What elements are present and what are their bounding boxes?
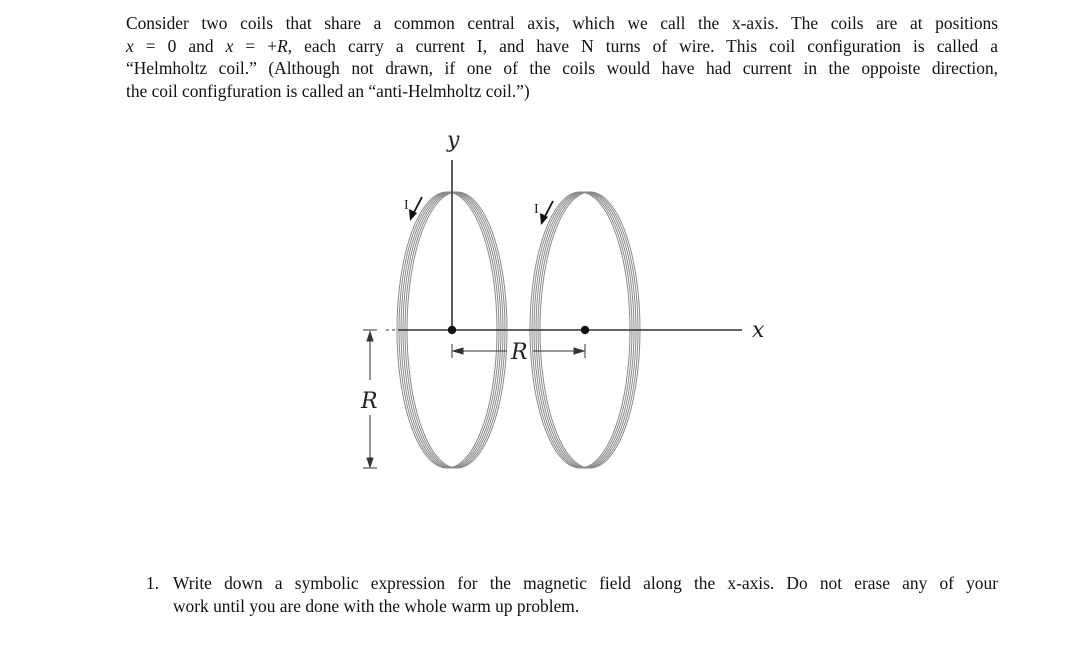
current-label-left: I [404, 198, 409, 213]
intro-line-3: “Helmholtz coil.” (Although not drawn, if one of the coils would have had current in the oppoiste direction, [126, 58, 998, 79]
math-r: R [277, 35, 288, 56]
intro-line-1: Consider two coils that share a common central axis, which we call the x-axis. The coils are at positions [126, 13, 998, 33]
question-line-2: work until you are done with the whole warm up problem. [173, 595, 580, 616]
intro-eq-2: = + [233, 35, 278, 56]
question-number: 1. [146, 573, 160, 593]
math-x-1: x [126, 35, 134, 56]
left-coil-center-dot [448, 326, 456, 334]
right-coil-center-dot [581, 326, 589, 334]
y-axis-label: y [447, 128, 460, 153]
intro-eq-1: = 0 and [133, 35, 226, 56]
radius-label: R [361, 389, 378, 414]
question-body [173, 572, 998, 617]
separation-label: R [511, 340, 528, 365]
question-line-1: Write down a symbolic expression for the magnetic field along the x-axis. Do not erase any of your [173, 573, 998, 593]
current-label-right: I [534, 202, 539, 217]
intro-line-4: the coil configfuration is called an “anti-Helmholtz coil.”) [126, 80, 530, 101]
x-axis-label: x [752, 318, 765, 343]
math-x-2: x [225, 35, 234, 56]
intro-line-2-rest: , each carry a current I, and have N turns of wire. This coil configuration is called a [287, 35, 999, 56]
